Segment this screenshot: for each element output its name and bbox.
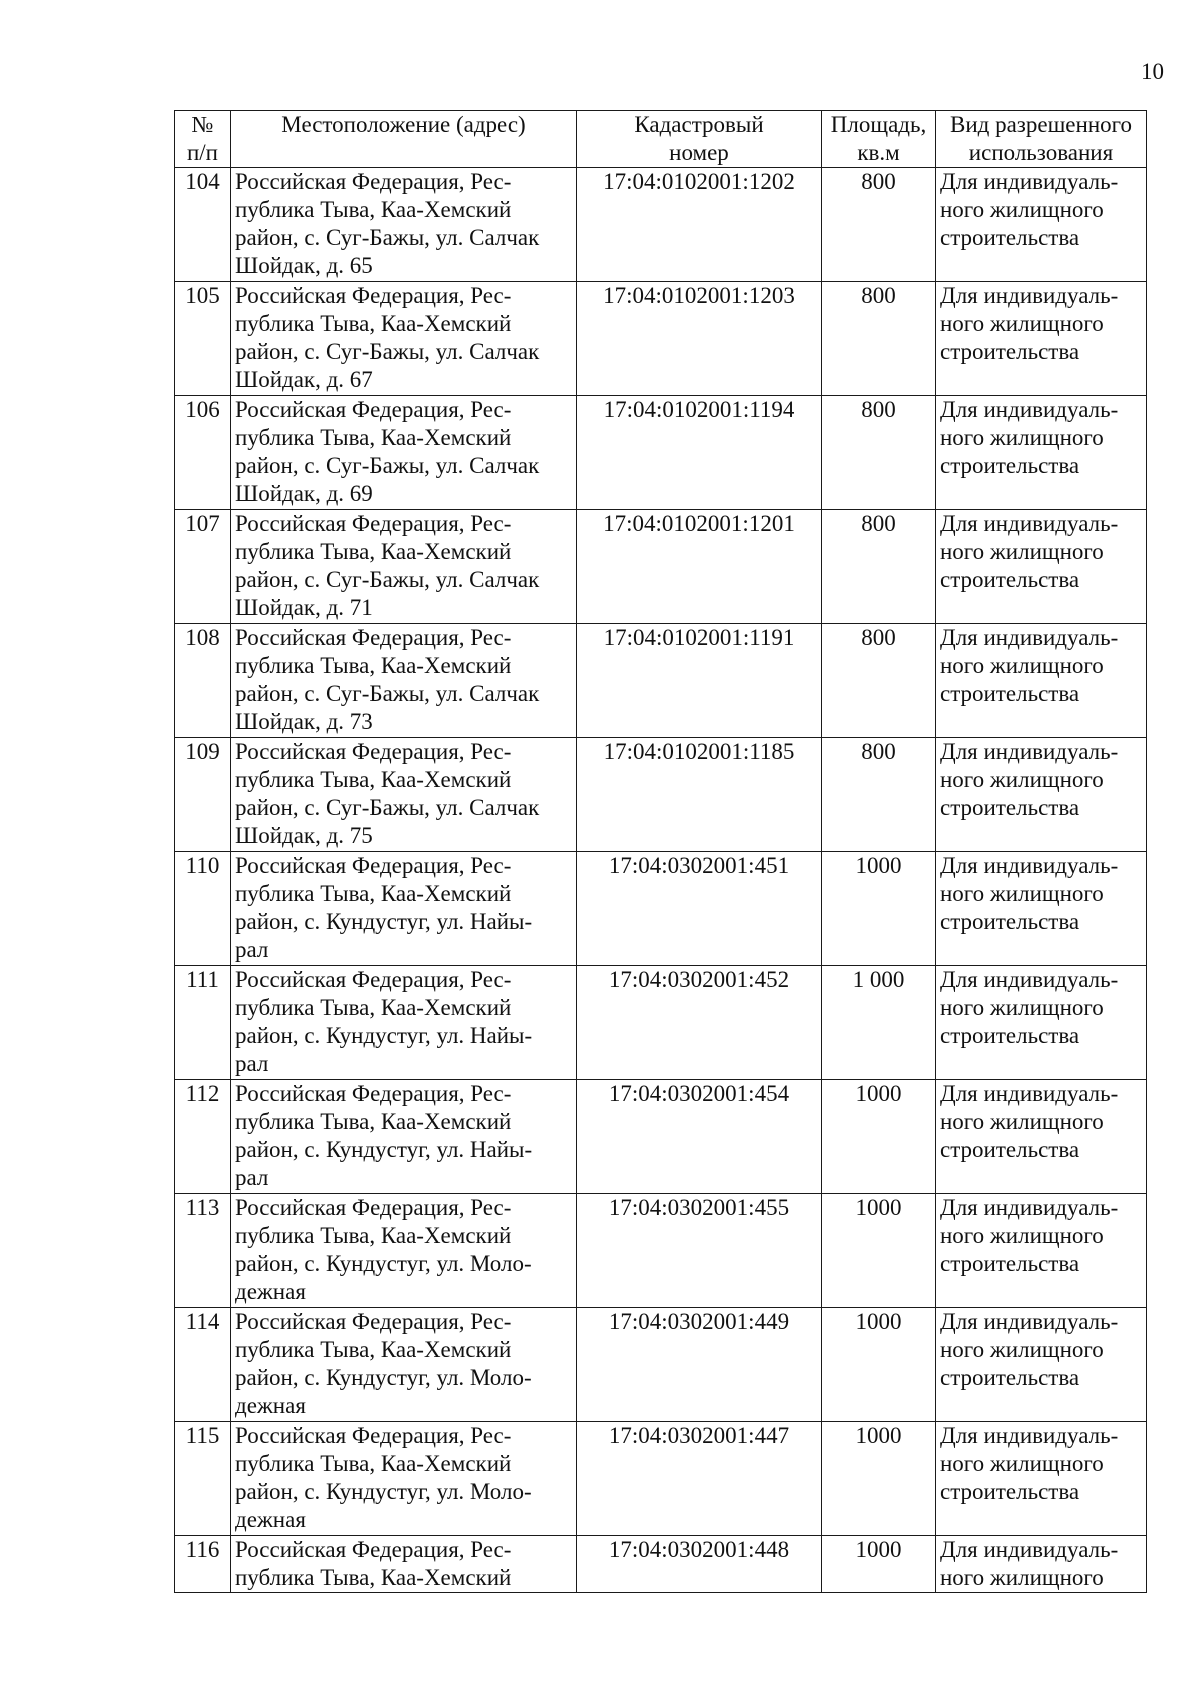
permitted-use-cell (936, 168, 1147, 282)
table-row (175, 966, 1147, 1080)
permitted-use-cell (936, 1080, 1147, 1194)
address-cell (231, 738, 577, 852)
permitted-use-line: ного жилищного (940, 197, 1104, 222)
table-row (175, 1422, 1147, 1536)
cadastral-number: 17:04:0102001:1194 (603, 397, 795, 422)
area-value: 1000 (855, 1309, 902, 1334)
address-line: Российская Федерация, Рес- (235, 853, 512, 878)
header-use-line: Вид разрешенного (949, 112, 1132, 137)
cadastral-number: 17:04:0302001:452 (608, 967, 790, 992)
permitted-use-line: Для индивидуаль- (940, 169, 1119, 194)
address-line: рал (235, 1165, 269, 1190)
area-value: 1000 (855, 1537, 902, 1562)
address-cell (231, 282, 577, 396)
area-value: 800 (861, 169, 896, 194)
cadastral-number-cell (577, 510, 822, 624)
header-cadastral-line: Кадастровый (634, 112, 764, 137)
address-line: район, с. Суг-Бажы, ул. Салчак (235, 567, 540, 592)
area-cell (822, 1194, 936, 1308)
cadastral-number-cell (577, 282, 822, 396)
address-line: район, с. Кундустуг, ул. Моло- (235, 1479, 532, 1504)
land-plots-table (174, 110, 1147, 1593)
address-line: район, с. Кундустуг, ул. Моло- (235, 1365, 532, 1390)
cadastral-number-cell (577, 1422, 822, 1536)
address-line: Российская Федерация, Рес- (235, 397, 512, 422)
table-row (175, 1536, 1147, 1593)
table-row (175, 1194, 1147, 1308)
permitted-use-cell (936, 1194, 1147, 1308)
permitted-use-line: ного жилищного (940, 767, 1104, 792)
row-number: 116 (185, 1537, 220, 1562)
permitted-use-line: Для индивидуаль- (940, 853, 1119, 878)
row-number-cell (175, 396, 231, 510)
table-row (175, 624, 1147, 738)
area-value: 800 (861, 511, 896, 536)
address-line: Российская Федерация, Рес- (235, 1081, 512, 1106)
cadastral-number-cell (577, 624, 822, 738)
row-number-cell (175, 966, 231, 1080)
permitted-use-line: ного жилищного (940, 995, 1104, 1020)
table-row (175, 510, 1147, 624)
permitted-use-line: ного жилищного (940, 653, 1104, 678)
permitted-use-line: строительства (940, 681, 1080, 706)
address-cell (231, 1536, 577, 1593)
permitted-use-line: ного жилищного (940, 311, 1104, 336)
table-header (175, 111, 1147, 168)
row-number: 105 (185, 283, 220, 308)
area-cell (822, 1080, 936, 1194)
row-number: 108 (185, 625, 220, 650)
row-number: 109 (185, 739, 220, 764)
address-line: Российская Федерация, Рес- (235, 511, 512, 536)
row-number-cell (175, 852, 231, 966)
table-row (175, 1308, 1147, 1422)
permitted-use-line: ного жилищного (940, 1109, 1104, 1134)
permitted-use-line: строительства (940, 225, 1080, 250)
permitted-use-line: Для индивидуаль- (940, 1537, 1119, 1562)
address-line: публика Тыва, Каа-Хемский (235, 881, 512, 906)
cadastral-number: 17:04:0102001:1185 (603, 739, 795, 764)
area-value: 1000 (855, 853, 902, 878)
row-number-cell (175, 624, 231, 738)
page-number: 10 (1141, 59, 1164, 84)
permitted-use-cell (936, 852, 1147, 966)
row-number-cell (175, 1422, 231, 1536)
permitted-use-line: Для индивидуаль- (940, 397, 1119, 422)
permitted-use-line: Для индивидуаль- (940, 511, 1119, 536)
table-row (175, 396, 1147, 510)
table-row (175, 738, 1147, 852)
permitted-use-line: строительства (940, 1023, 1080, 1048)
header-cadastral-line: номер (669, 140, 729, 165)
permitted-use-line: Для индивидуаль- (940, 1309, 1119, 1334)
address-line: Российская Федерация, Рес- (235, 169, 512, 194)
cadastral-number-cell (577, 1080, 822, 1194)
row-number-cell (175, 1080, 231, 1194)
row-number-cell (175, 1194, 231, 1308)
permitted-use-line: Для индивидуаль- (940, 283, 1119, 308)
header-address (231, 111, 577, 168)
address-line: Российская Федерация, Рес- (235, 739, 512, 764)
area-cell (822, 624, 936, 738)
address-line: Российская Федерация, Рес- (235, 1195, 512, 1220)
address-line: район, с. Суг-Бажы, ул. Салчак (235, 339, 540, 364)
address-line: Российская Федерация, Рес- (235, 283, 512, 308)
area-cell (822, 396, 936, 510)
permitted-use-line: Для индивидуаль- (940, 739, 1119, 764)
header-num-line: п/п (186, 140, 218, 165)
header-address-line: Местоположение (адрес) (281, 112, 526, 137)
address-line: рал (235, 937, 269, 962)
permitted-use-line: Для индивидуаль- (940, 1195, 1119, 1220)
permitted-use-line: Для индивидуаль- (940, 1081, 1119, 1106)
permitted-use-line: ного жилищного (940, 1451, 1104, 1476)
permitted-use-cell (936, 1422, 1147, 1536)
permitted-use-line: ного жилищного (940, 1223, 1104, 1248)
cadastral-number-cell (577, 1308, 822, 1422)
cadastral-number: 17:04:0302001:448 (608, 1537, 790, 1562)
table-row (175, 852, 1147, 966)
cadastral-number: 17:04:0102001:1202 (603, 169, 795, 194)
address-line: район, с. Суг-Бажы, ул. Салчак (235, 681, 540, 706)
permitted-use-cell (936, 510, 1147, 624)
area-value: 800 (861, 625, 896, 650)
row-number: 112 (185, 1081, 220, 1106)
permitted-use-cell (936, 738, 1147, 852)
address-line: Российская Федерация, Рес- (235, 1309, 512, 1334)
area-value: 800 (861, 739, 896, 764)
address-line: Российская Федерация, Рес- (235, 1423, 512, 1448)
address-line: публика Тыва, Каа-Хемский (235, 653, 512, 678)
area-value: 1 000 (852, 967, 905, 992)
header-num (175, 111, 231, 168)
area-cell (822, 1308, 936, 1422)
address-cell (231, 966, 577, 1080)
cadastral-number: 17:04:0102001:1191 (603, 625, 795, 650)
address-line: Шойдак, д. 67 (235, 367, 373, 392)
area-cell (822, 1536, 936, 1593)
permitted-use-line: ного жилищного (940, 1337, 1104, 1362)
address-line: район, с. Суг-Бажы, ул. Салчак (235, 795, 540, 820)
row-number: 110 (185, 853, 220, 878)
area-value: 800 (861, 283, 896, 308)
permitted-use-line: строительства (940, 1137, 1080, 1162)
header-num-line: № (191, 112, 214, 137)
cadastral-number: 17:04:0302001:455 (608, 1195, 790, 1220)
table-body (175, 168, 1147, 1593)
area-value: 1000 (855, 1081, 902, 1106)
area-cell (822, 966, 936, 1080)
address-line: Шойдак, д. 65 (235, 253, 373, 278)
cadastral-number: 17:04:0302001:449 (608, 1309, 790, 1334)
address-line: публика Тыва, Каа-Хемский (235, 1451, 512, 1476)
row-number: 111 (186, 967, 219, 992)
area-cell (822, 852, 936, 966)
permitted-use-line: строительства (940, 567, 1080, 592)
permitted-use-line: строительства (940, 453, 1080, 478)
permitted-use-cell (936, 624, 1147, 738)
permitted-use-line: строительства (940, 795, 1080, 820)
row-number-cell (175, 1536, 231, 1593)
address-line: Шойдак, д. 73 (235, 709, 373, 734)
address-line: район, с. Кундустуг, ул. Моло- (235, 1251, 532, 1276)
address-cell (231, 1422, 577, 1536)
permitted-use-line: строительства (940, 1479, 1080, 1504)
cadastral-number: 17:04:0302001:454 (608, 1081, 790, 1106)
header-area (822, 111, 936, 168)
cadastral-number-cell (577, 1194, 822, 1308)
cadastral-number: 17:04:0302001:447 (608, 1423, 790, 1448)
row-number: 107 (185, 511, 220, 536)
address-line: публика Тыва, Каа-Хемский (235, 1565, 512, 1590)
cadastral-number: 17:04:0302001:451 (608, 853, 790, 878)
table-row (175, 1080, 1147, 1194)
area-cell (822, 1422, 936, 1536)
address-line: публика Тыва, Каа-Хемский (235, 197, 512, 222)
permitted-use-line: строительства (940, 909, 1080, 934)
address-line: публика Тыва, Каа-Хемский (235, 539, 512, 564)
address-cell (231, 1308, 577, 1422)
address-line: Российская Федерация, Рес- (235, 625, 512, 650)
address-cell (231, 852, 577, 966)
address-line: публика Тыва, Каа-Хемский (235, 1337, 512, 1362)
row-number-cell (175, 1308, 231, 1422)
permitted-use-line: Для индивидуаль- (940, 1423, 1119, 1448)
row-number-cell (175, 282, 231, 396)
address-line: Шойдак, д. 75 (235, 823, 373, 848)
permitted-use-line: Для индивидуаль- (940, 967, 1119, 992)
header-cadastral (577, 111, 822, 168)
address-line: дежная (235, 1507, 306, 1532)
permitted-use-cell (936, 282, 1147, 396)
cadastral-number: 17:04:0102001:1201 (603, 511, 795, 536)
address-cell (231, 168, 577, 282)
table-row (175, 168, 1147, 282)
address-cell (231, 624, 577, 738)
address-line: Российская Федерация, Рес- (235, 1537, 512, 1562)
header-area-line: кв.м (857, 140, 900, 165)
cadastral-number-cell (577, 396, 822, 510)
address-line: рал (235, 1051, 269, 1076)
permitted-use-line: ного жилищного (940, 425, 1104, 450)
permitted-use-cell (936, 1308, 1147, 1422)
address-line: Российская Федерация, Рес- (235, 967, 512, 992)
address-line: Шойдак, д. 71 (235, 595, 373, 620)
address-line: район, с. Суг-Бажы, ул. Салчак (235, 225, 540, 250)
cadastral-number-cell (577, 966, 822, 1080)
cadastral-number-cell (577, 168, 822, 282)
cadastral-number-cell (577, 1536, 822, 1593)
permitted-use-cell (936, 966, 1147, 1080)
row-number-cell (175, 168, 231, 282)
area-value: 800 (861, 397, 896, 422)
address-line: публика Тыва, Каа-Хемский (235, 1109, 512, 1134)
address-line: публика Тыва, Каа-Хемский (235, 425, 512, 450)
area-value: 1000 (855, 1423, 902, 1448)
row-number-cell (175, 510, 231, 624)
address-line: район, с. Суг-Бажы, ул. Салчак (235, 453, 540, 478)
permitted-use-line: строительства (940, 1365, 1080, 1390)
row-number: 114 (185, 1309, 220, 1334)
address-line: район, с. Кундустуг, ул. Найы- (235, 909, 533, 934)
area-cell (822, 738, 936, 852)
address-line: дежная (235, 1279, 306, 1304)
table-row (175, 282, 1147, 396)
permitted-use-line: Для индивидуаль- (940, 625, 1119, 650)
address-line: публика Тыва, Каа-Хемский (235, 311, 512, 336)
cadastral-number-cell (577, 852, 822, 966)
area-cell (822, 510, 936, 624)
area-cell (822, 282, 936, 396)
header-use (936, 111, 1147, 168)
row-number: 113 (185, 1195, 220, 1220)
address-cell (231, 1194, 577, 1308)
permitted-use-line: строительства (940, 1251, 1080, 1276)
address-line: публика Тыва, Каа-Хемский (235, 995, 512, 1020)
address-line: район, с. Кундустуг, ул. Найы- (235, 1023, 533, 1048)
cadastral-number: 17:04:0102001:1203 (603, 283, 795, 308)
address-line: Шойдак, д. 69 (235, 481, 373, 506)
address-cell (231, 1080, 577, 1194)
permitted-use-line: ного жилищного (940, 1565, 1104, 1590)
row-number: 104 (185, 169, 220, 194)
permitted-use-cell (936, 1536, 1147, 1593)
permitted-use-line: строительства (940, 339, 1080, 364)
permitted-use-line: ного жилищного (940, 881, 1104, 906)
header-use-line: использования (968, 140, 1114, 165)
permitted-use-cell (936, 396, 1147, 510)
address-line: район, с. Кундустуг, ул. Найы- (235, 1137, 533, 1162)
address-line: публика Тыва, Каа-Хемский (235, 767, 512, 792)
area-cell (822, 168, 936, 282)
header-area-line: Площадь, (830, 112, 927, 137)
address-line: публика Тыва, Каа-Хемский (235, 1223, 512, 1248)
permitted-use-line: ного жилищного (940, 539, 1104, 564)
cadastral-number-cell (577, 738, 822, 852)
address-cell (231, 510, 577, 624)
row-number: 115 (185, 1423, 220, 1448)
area-value: 1000 (855, 1195, 902, 1220)
row-number: 106 (185, 397, 220, 422)
row-number-cell (175, 738, 231, 852)
address-cell (231, 396, 577, 510)
address-line: дежная (235, 1393, 306, 1418)
